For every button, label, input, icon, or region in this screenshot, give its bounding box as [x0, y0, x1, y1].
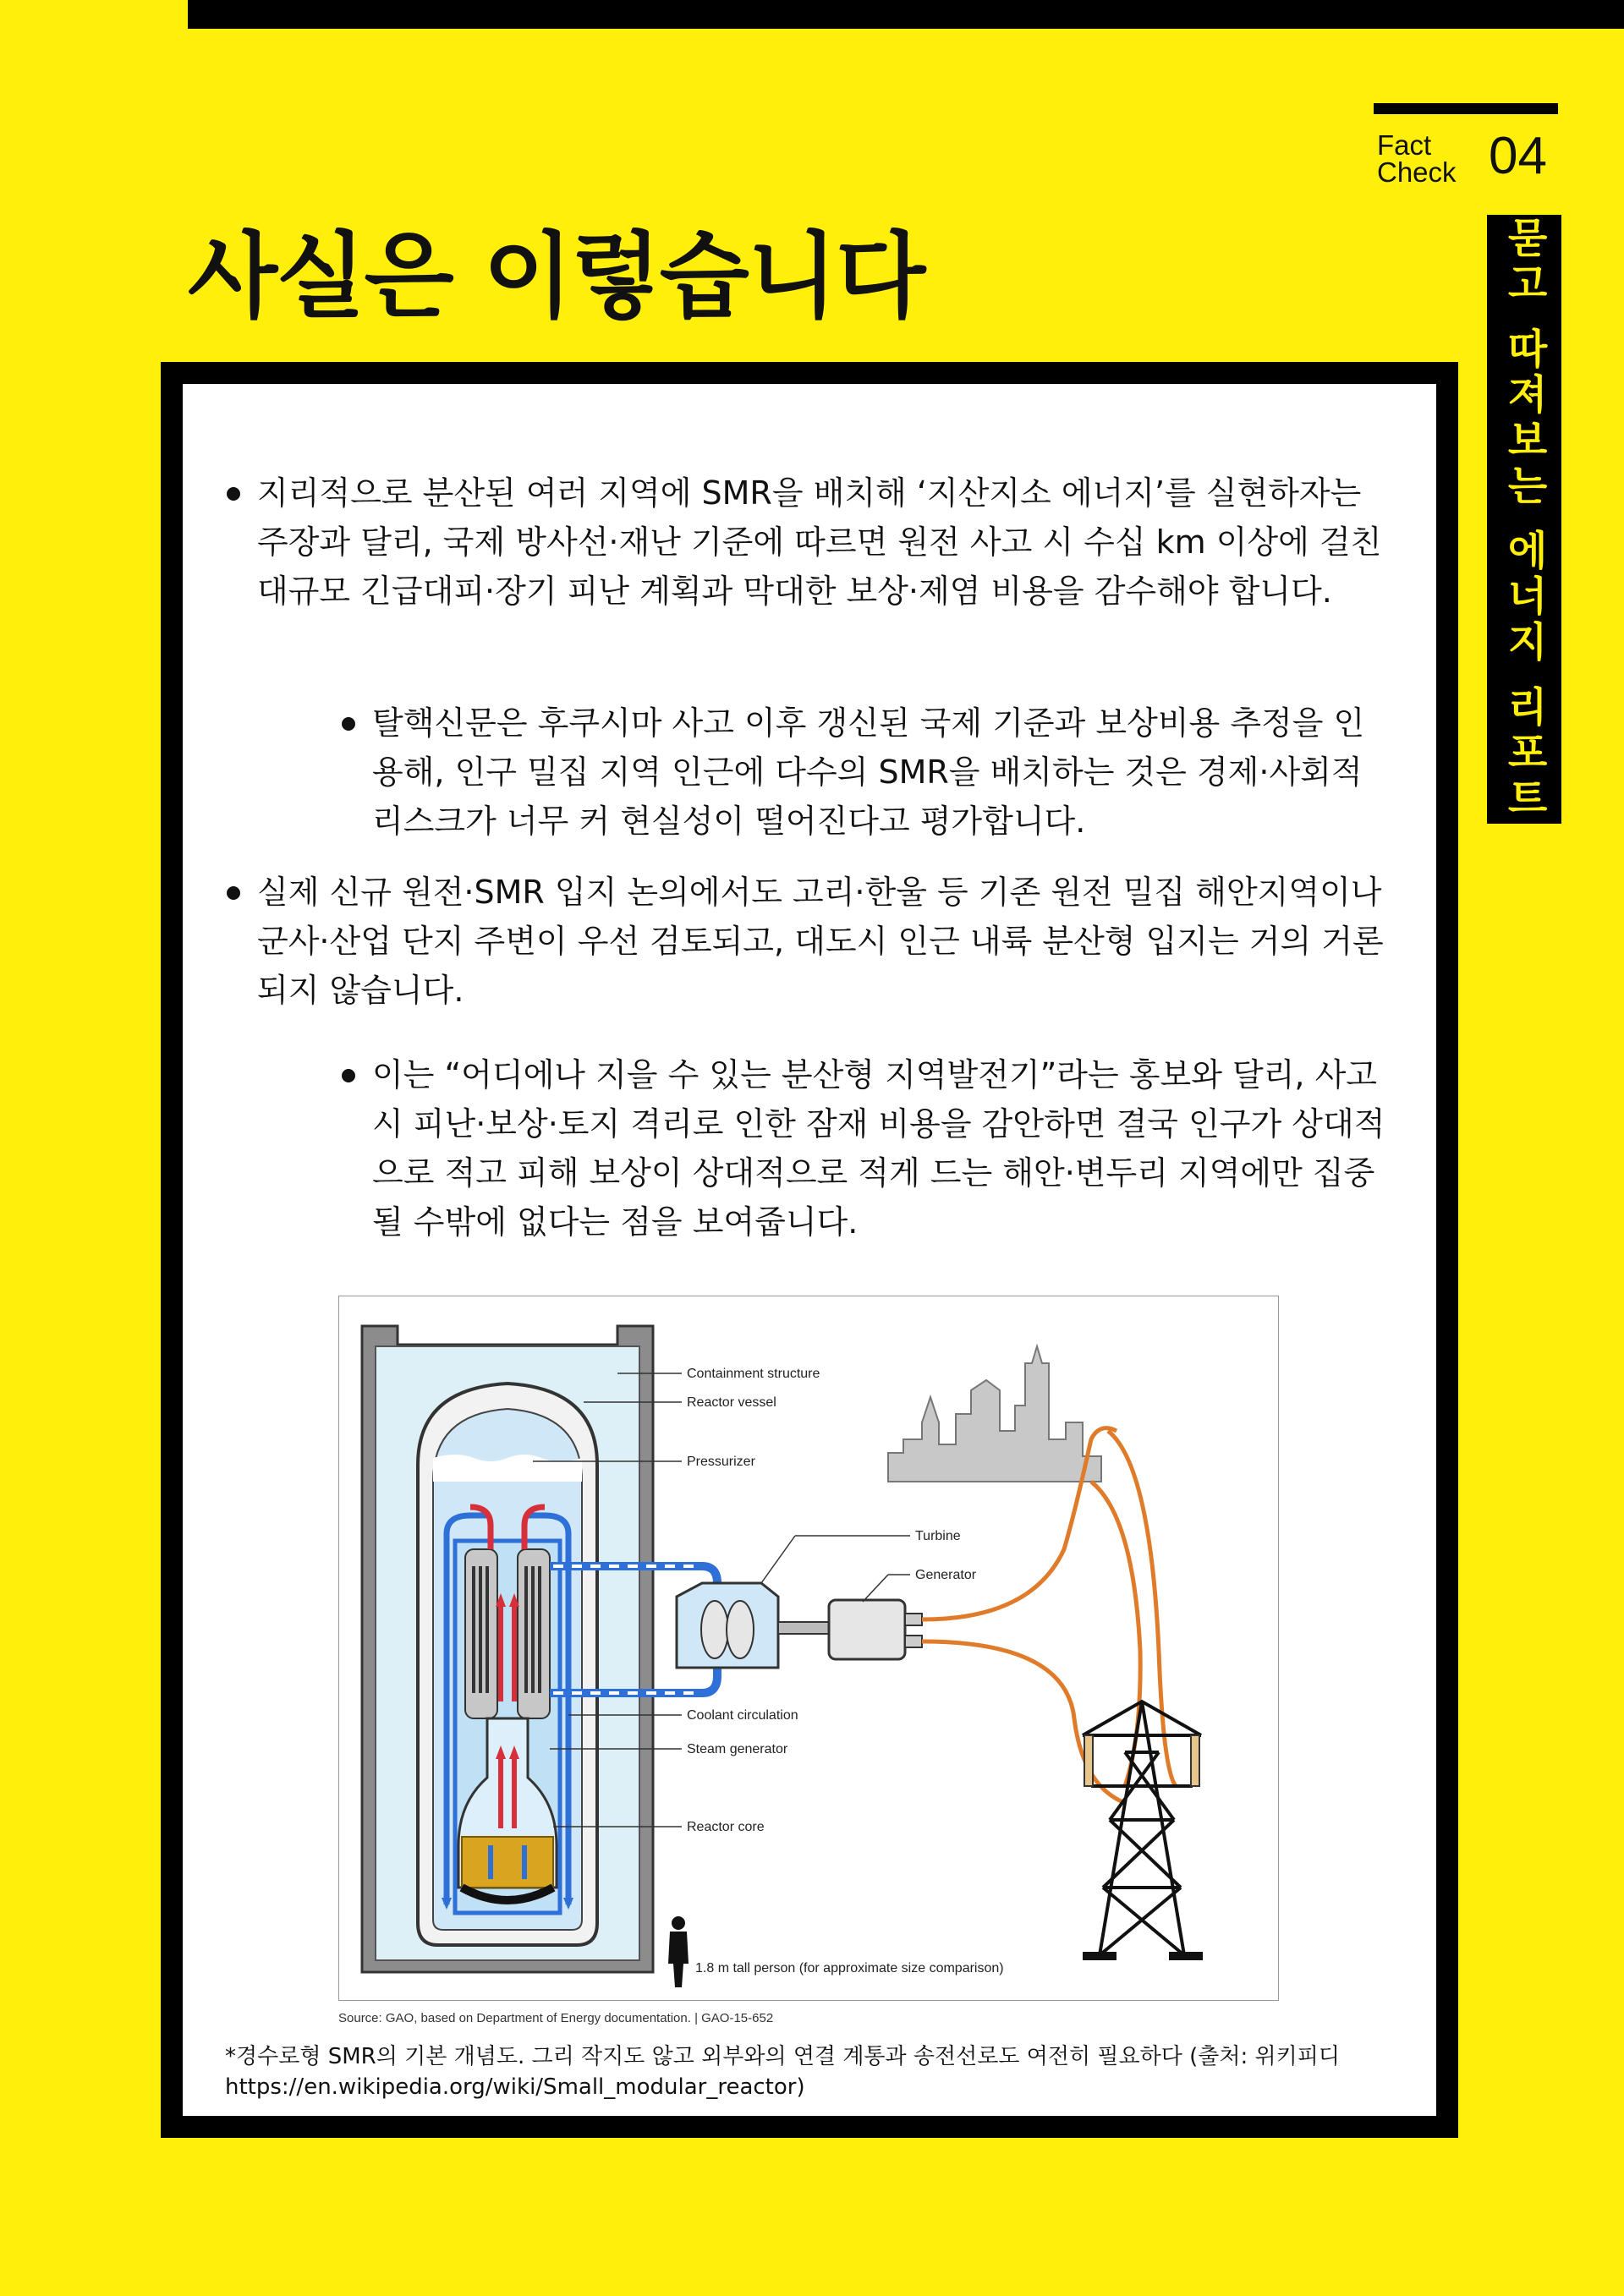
bullet-item: 이는 “어디에나 지을 수 있는 분산형 지역발전기”라는 홍보와 달리, 사고시 피난·보상·토지 격리로 인한 잠재 비용을 감안하면 결국 인구가 상대적으로 적고 피해 보상이 상대적으로 적게 드는 해안·변두리 지역에만 집중될 수밖에 없다는 점을 보여줍니다. [372, 1056, 1385, 1241]
fact-check-rule [1374, 103, 1558, 114]
content-panel [161, 362, 1458, 2138]
series-side-tab [1487, 215, 1561, 824]
series-side-tab-label: 묻고 따져보는 에너지 리포트 [1500, 216, 1548, 823]
bullet-dot [227, 886, 240, 900]
page-title: 사실은 이렇습니다 [188, 222, 924, 331]
label-person-size: 1.8 m tall person (for approximate size comparison) [695, 1961, 1004, 1975]
label-reactor-vessel: Reactor vessel [687, 1395, 776, 1410]
label-pressurizer: Pressurizer [687, 1455, 755, 1469]
bullet-dot [227, 487, 240, 501]
smr-diagram [338, 1296, 1279, 2001]
bullet-dot [342, 717, 355, 731]
bullet-item: 탈핵신문은 후쿠시마 사고 이후 갱신된 국제 기준과 보상비용 추정을 인용해, 인구 밀집 지역 인근에 다수의 SMR을 배치하는 것은 경제·사회적 리스크가 너무 커 현실성이 떨어진다고 평가합니다. [372, 704, 1365, 840]
figure-source: Source: GAO, based on Department of Energy documentation. | GAO-15-652 [338, 2011, 774, 2025]
label-coolant-circulation: Coolant circulation [687, 1708, 798, 1723]
fact-check-number: 04 [1489, 127, 1547, 185]
label-containment: Containment structure [687, 1367, 820, 1381]
fact-check-label: Fact Check [1377, 129, 1457, 188]
top-black-bar [188, 0, 1624, 29]
label-reactor-core: Reactor core [687, 1820, 765, 1834]
label-steam-generator: Steam generator [687, 1742, 788, 1756]
smr-diagram-svg [338, 1296, 1279, 2001]
generator-shape [829, 1600, 905, 1659]
bullet-dot [342, 1069, 355, 1082]
figure-caption: *경수로형 SMR의 기본 개념도. 그리 작지도 않고 외부와의 연결 계통과 송전선로도 여전히 필요하다 (출처: 위키피디 https://en.wikipedia.org/wiki/Small_modular_reactor) [225, 2044, 1340, 2100]
reactor-core-shape [462, 1837, 553, 1888]
bullet-item: 지리적으로 분산된 여러 지역에 SMR을 배치해 ‘지산지소 에너지’를 실현하자는 주장과 달리, 국제 방사선·재난 기준에 따르면 원전 사고 시 수십 km 이상에 걸친 대규모 긴급대피·장기 피난 계획과 막대한 보상·제염 비용을 감수해야 합니다. [257, 474, 1382, 610]
label-generator: Generator [915, 1568, 977, 1582]
bullet-item: 실제 신규 원전·SMR 입지 논의에서도 고리·한울 등 기존 원전 밀집 해안지역이나 군사·산업 단지 주변이 우선 검토되고, 대도시 인근 내륙 분산형 입지는 거의 거론되지 않습니다. [257, 874, 1384, 1009]
label-turbine: Turbine [915, 1529, 961, 1543]
